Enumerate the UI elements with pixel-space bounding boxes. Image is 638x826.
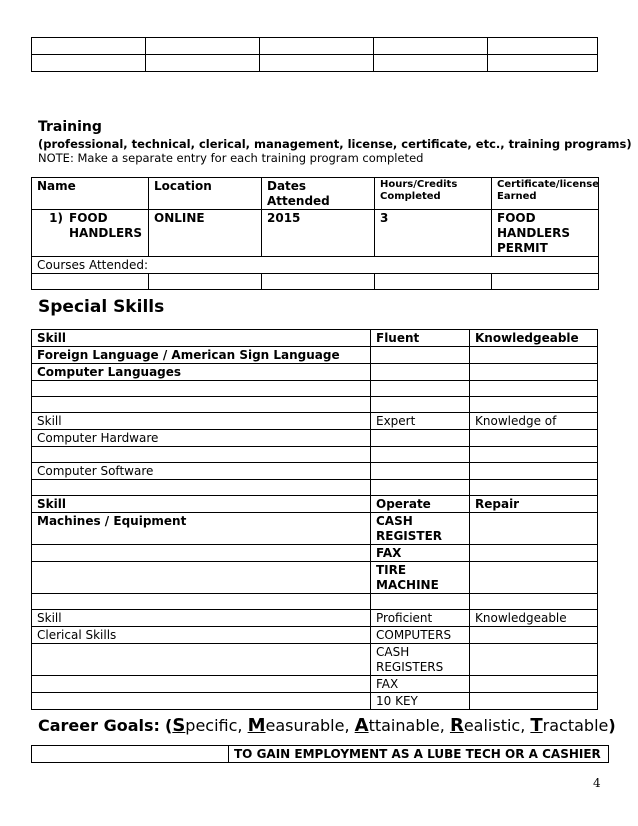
smart-key-t: T [530, 715, 543, 736]
courses-attended-label: Courses Attended: [32, 257, 599, 274]
clerical-item: CASH REGISTERS [371, 644, 470, 676]
header-cert: Certificate/license Earned [492, 178, 599, 210]
career-goal-table [31, 745, 609, 763]
knowledge-of-header: Knowledge of [470, 413, 598, 430]
entry-hours: 3 [375, 210, 492, 257]
table-row [32, 746, 609, 763]
table-row [32, 364, 598, 381]
header-name: Name [32, 178, 149, 210]
table-row [32, 274, 599, 290]
entry-number: 1) [49, 211, 63, 225]
clerical-item: COMPUTERS [371, 627, 470, 644]
entry-cert: FOOD HANDLERS PERMIT [492, 210, 599, 257]
table-row [32, 347, 598, 364]
header-hours: Hours/Credits Completed [375, 178, 492, 210]
skill-header: Skill [32, 413, 371, 430]
expert-header: Expert [371, 413, 470, 430]
training-heading: Training [38, 119, 102, 135]
proficient-header: Proficient [371, 610, 470, 627]
previous-section-table [31, 37, 598, 72]
table-row [32, 676, 598, 693]
table-row [32, 545, 598, 562]
smart-word: ractable [542, 716, 609, 735]
table-header-row [32, 178, 599, 210]
skills-header-row [32, 413, 598, 430]
clerical-item: 10 KEY [371, 693, 470, 710]
clerical-skills-label: Clerical Skills [32, 627, 371, 644]
career-goal-text: TO GAIN EMPLOYMENT AS A LUBE TECH OR A CASHIER [229, 746, 609, 763]
skills-header-row [32, 496, 598, 513]
skills-table [31, 329, 598, 710]
skill-header: Skill [32, 330, 371, 347]
machine-item: TIRE MACHINE [371, 562, 470, 594]
foreign-language-label: Foreign Language / American Sign Language [32, 347, 371, 364]
training-table [31, 177, 599, 290]
table-row [32, 257, 599, 274]
smart-word: ealistic, [463, 716, 531, 735]
skill-header: Skill [32, 496, 371, 513]
knowledgeable-header: Knowledgeable [470, 330, 598, 347]
header-dates: Dates Attended [262, 178, 375, 210]
career-goals-label: Career Goals: [38, 716, 160, 735]
skills-header-row [32, 610, 598, 627]
smart-word: easurable, [265, 716, 355, 735]
table-row [32, 447, 598, 463]
table-row [32, 627, 598, 644]
table-row [32, 480, 598, 496]
table-row [32, 693, 598, 710]
repair-header: Repair [470, 496, 598, 513]
table-row [32, 594, 598, 610]
table-row [32, 397, 598, 413]
table-row [32, 38, 598, 55]
computer-software-label: Computer Software [32, 463, 371, 480]
entry-name: FOOD HANDLERS [69, 211, 143, 240]
training-subtitle: (professional, technical, clerical, management, license, certificate, etc., training programs) [38, 137, 632, 151]
entry-location: ONLINE [149, 210, 262, 257]
table-row [32, 210, 599, 257]
knowledgeable-header: Knowledgeable [470, 610, 598, 627]
header-location: Location [149, 178, 262, 210]
table-row [32, 55, 598, 72]
smart-key-m: M [247, 715, 266, 736]
entry-name-cell [32, 210, 149, 257]
career-goals-heading [38, 715, 616, 736]
smart-key-r: R [449, 715, 464, 736]
machine-item: CASH REGISTER [371, 513, 470, 545]
skill-header: Skill [32, 610, 371, 627]
table-row [32, 463, 598, 480]
machine-item: FAX [371, 545, 470, 562]
fluent-header: Fluent [371, 330, 470, 347]
smart-key-a: A [354, 715, 369, 736]
paren-open: ( [165, 716, 173, 735]
special-skills-heading: Special Skills [38, 297, 165, 317]
operate-header: Operate [371, 496, 470, 513]
clerical-item: FAX [371, 676, 470, 693]
table-row [32, 644, 598, 676]
table-row [32, 513, 598, 545]
machines-label: Machines / Equipment [32, 513, 371, 545]
entry-dates: 2015 [262, 210, 375, 257]
paren-close: ) [608, 716, 616, 735]
table-row [32, 430, 598, 447]
smart-key-s: S [172, 715, 186, 736]
computer-hardware-label: Computer Hardware [32, 430, 371, 447]
page-number: 4 [593, 776, 601, 790]
smart-word: ttainable, [368, 716, 450, 735]
table-row [32, 562, 598, 594]
computer-languages-label: Computer Languages [32, 364, 371, 381]
table-row [32, 381, 598, 397]
training-note: NOTE: Make a separate entry for each training program completed [38, 151, 424, 165]
smart-word: pecific, [185, 716, 248, 735]
skills-header-row [32, 330, 598, 347]
